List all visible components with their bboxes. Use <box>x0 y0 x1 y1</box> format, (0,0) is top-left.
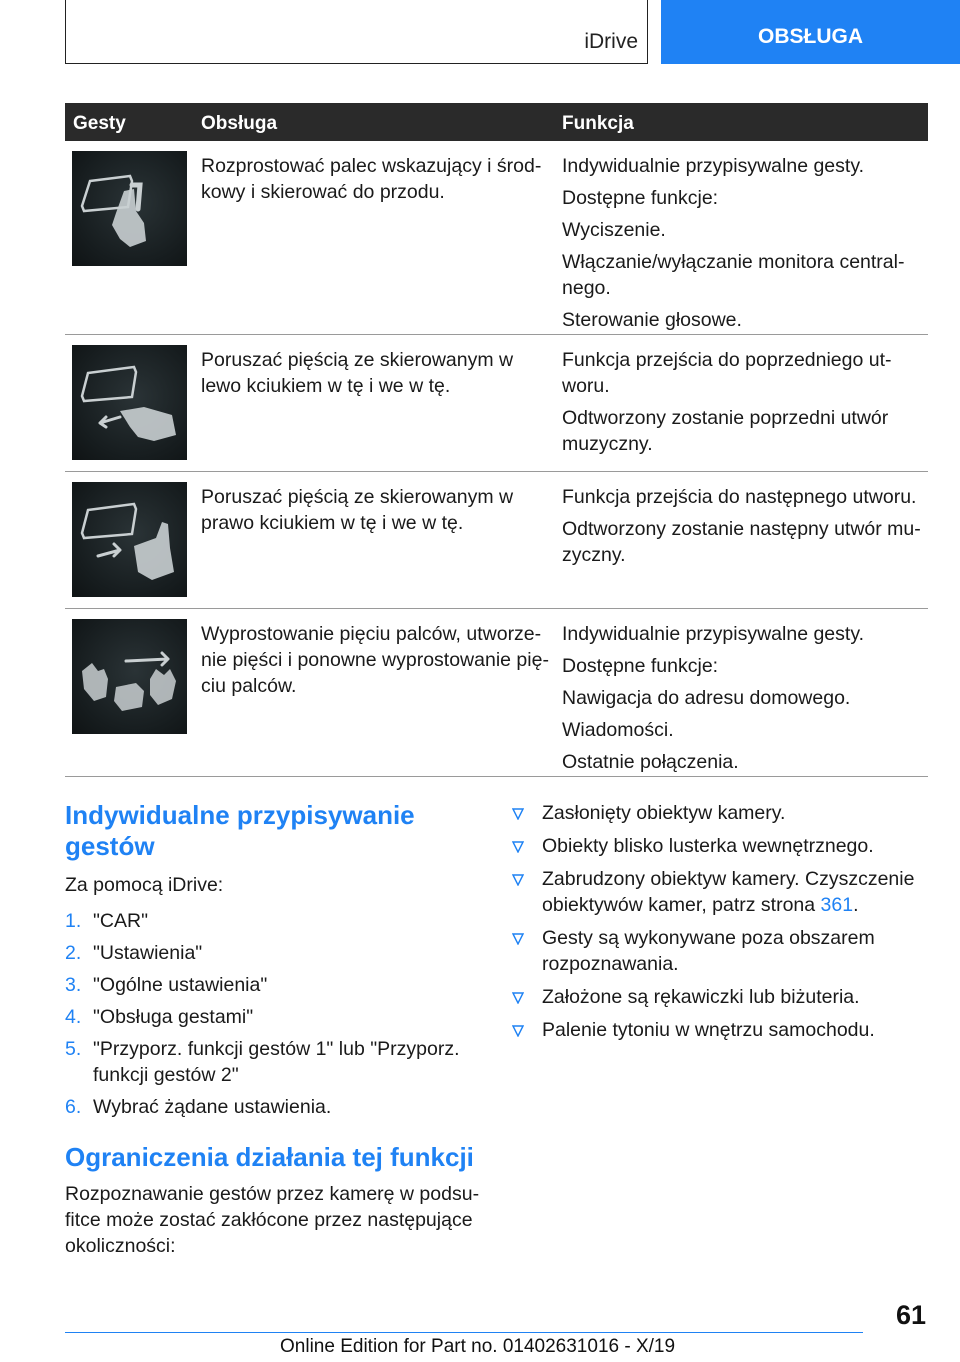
list-item: 4. "Obsługa gestami" <box>65 1006 254 1028</box>
operation-text: Poruszać pięścią ze skierowanym w prawo kciukiem w tę i we w tę. <box>201 486 514 534</box>
table-row <box>65 609 928 777</box>
list-item: 1. "CAR" <box>65 910 149 932</box>
list-item: 3. "Ogólne ustawienia" <box>65 974 268 996</box>
gesture-two-fingers-forward-icon <box>72 151 187 266</box>
column-header-operation: Obsługa <box>201 113 278 134</box>
triangle-bullet-icon <box>512 992 524 1004</box>
table-row <box>65 335 928 472</box>
gesture-thumb-left-icon <box>72 345 187 460</box>
gesture-open-fist-open-icon <box>72 619 187 734</box>
list-item: Założone są rękawiczki lub biżuteria. <box>512 984 927 1010</box>
function-text: Funkcja przejścia do poprzedniego utworu. Odtworzony zostanie poprzedni utwór muzyczny. <box>562 349 892 455</box>
operation-text: Poruszać pięścią ze skierowanym w lewo kciukiem w tę i we w tę. <box>201 349 514 397</box>
list-item: Zabrudzony obiektyw kamery. Czyszczenie obiektywów kamer, patrz strona 361. <box>512 866 927 918</box>
footer-divider <box>65 1332 863 1333</box>
triangle-bullet-icon <box>512 933 524 945</box>
triangle-bullet-icon <box>512 1025 524 1037</box>
footer-edition: Online Edition for Part no. 01402631016 - X/19 <box>280 1336 676 1357</box>
operation-text: Rozprostować palec wskazujący i środkowy i skierować do przodu. <box>201 155 542 203</box>
function-text: Indywidualnie przypisywalne gesty. Dostępne funkcje: Wyciszenie. Włączanie/wyłączanie monitora centralnego. Sterowanie głosowe. <box>562 155 905 331</box>
gesture-table <box>65 103 928 777</box>
section-title-assign: Indywidualne przypisywanie gestów <box>65 800 415 861</box>
triangle-bullet-icon <box>512 841 524 853</box>
list-item: Gesty są wykonywane poza obszarem rozpoznawania. <box>512 925 927 977</box>
header-box <box>65 0 648 64</box>
assign-steps <box>65 908 485 1120</box>
table-header <box>65 103 928 141</box>
operation-text: Wyprostowanie pięciu palców, utworzenie pięści i ponowne wyprostowanie pięciu palców. <box>201 623 549 697</box>
column-header-function: Funkcja <box>562 113 634 134</box>
triangle-bullet-icon <box>512 874 524 886</box>
page-reference-link[interactable]: 361 <box>820 894 854 916</box>
list-item: 6. Wybrać żądane ustawienia. <box>65 1096 332 1118</box>
header-section-title: iDrive <box>584 30 638 53</box>
list-item: 2. "Ustawienia" <box>65 942 203 964</box>
page-number: 61 <box>895 1300 926 1330</box>
list-item: Palenie tytoniu w wnętrzu samochodu. <box>512 1017 927 1043</box>
table-row <box>65 141 928 335</box>
section-title-limits: Ograniczenia działania tej funkcji <box>65 1142 474 1172</box>
assign-intro: Za pomocą iDrive: <box>65 874 224 896</box>
function-text: Funkcja przejścia do następnego utworu. Odtworzony zostanie następny utwór muzyczny. <box>562 486 921 566</box>
table-row <box>65 472 928 609</box>
right-column <box>512 800 927 1050</box>
header-chapter-tab: OBSŁUGA <box>661 0 960 64</box>
list-item: 5. "Przyporz. funkcji gestów 1" lub "Przyporz. funkcji gestów 2" <box>65 1038 460 1086</box>
list-item: Zasłonięty obiektyw kamery. <box>512 800 927 826</box>
gesture-thumb-right-icon <box>72 482 187 597</box>
limits-bullets <box>512 800 927 1043</box>
limits-text: Rozpoznawanie gestów przez kamerę w podsufitce może zostać zakłócone przez następujące okoliczności: <box>65 1183 480 1257</box>
function-text: Indywidualnie przypisywalne gesty. Dostępne funkcje: Nawigacja do adresu domowego. Wiadomości. Ostatnie połączenia. <box>562 623 865 773</box>
column-header-gestures: Gesty <box>73 113 126 134</box>
triangle-bullet-icon <box>512 808 524 820</box>
list-item: Obiekty blisko lusterka wewnętrznego. <box>512 833 927 859</box>
left-column <box>65 800 485 1259</box>
